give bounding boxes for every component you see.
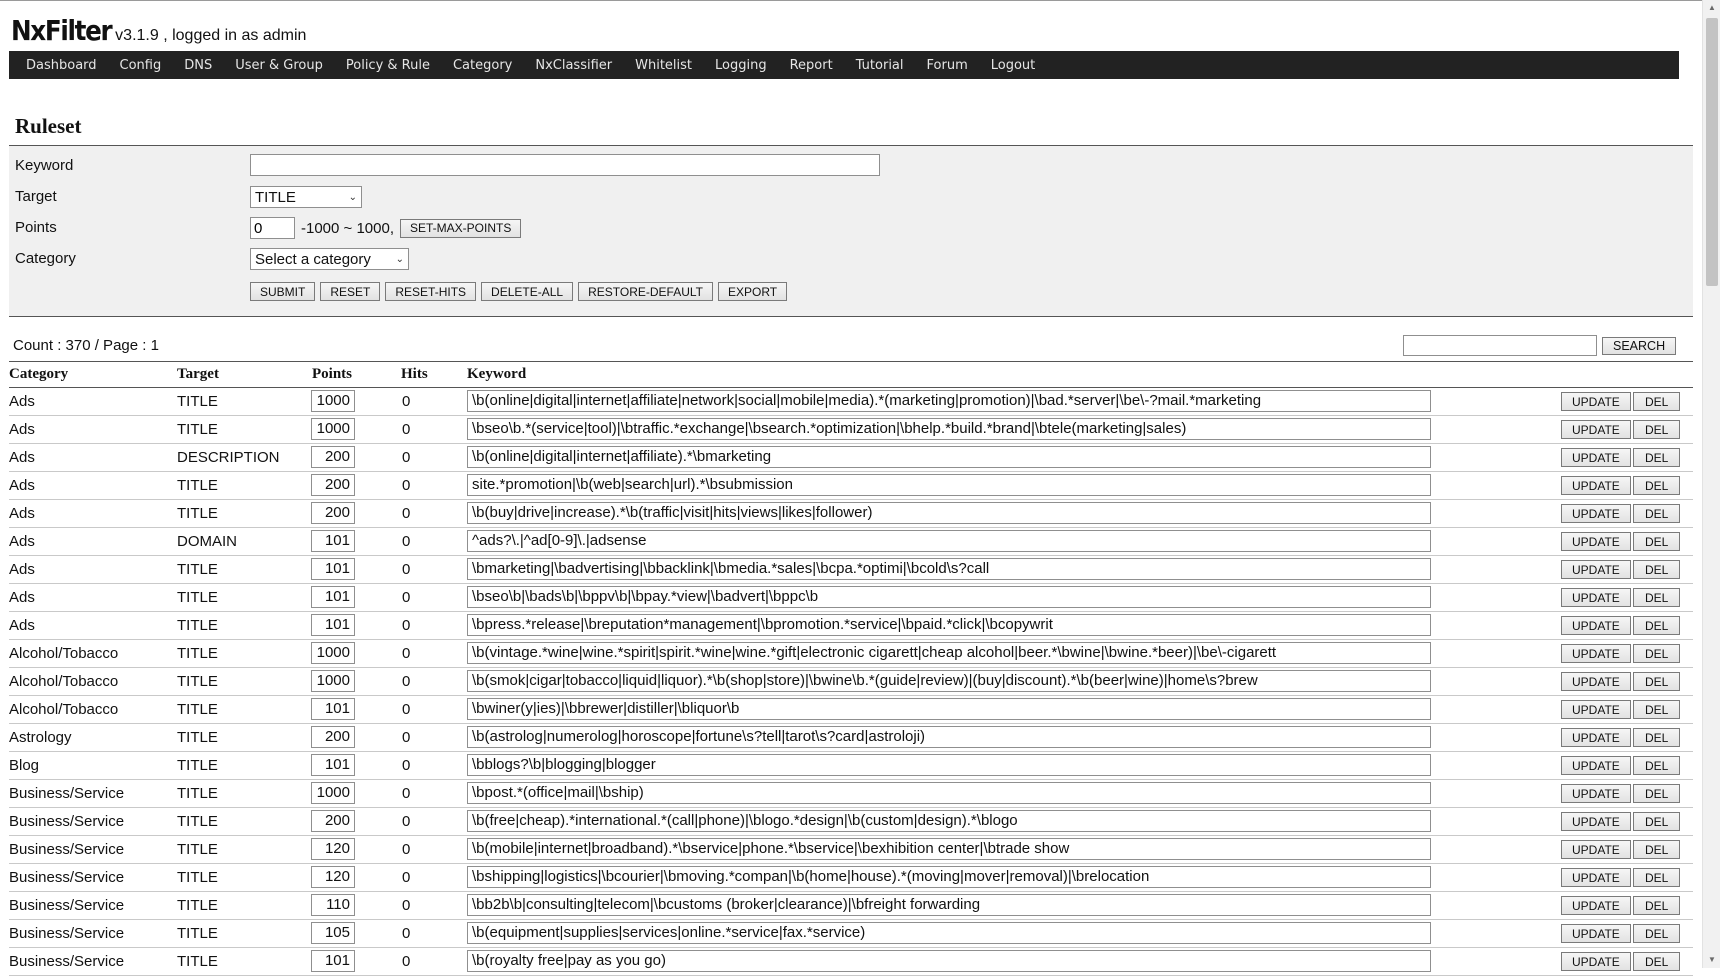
del-button[interactable]: DEL: [1633, 532, 1680, 551]
col-hits: Hits: [401, 366, 428, 382]
row-target: TITLE: [177, 785, 218, 802]
row-hits: 0: [402, 701, 411, 718]
update-button[interactable]: UPDATE: [1561, 644, 1631, 663]
row-hits: 0: [402, 897, 411, 914]
row-category: Business/Service: [9, 925, 125, 942]
delete-all-button[interactable]: DELETE-ALL: [481, 282, 573, 301]
del-button[interactable]: DEL: [1633, 476, 1680, 495]
row-category: Business/Service: [9, 813, 125, 830]
row-keyword-input[interactable]: \b(smok|cigar|tobacco|liquid|liquor).*\b(shop|store)|\bwine\b.*(guide|review)|(buy|discount).*\b(beer|wine)|home\s?brew: [467, 670, 1431, 692]
table-row: [9, 696, 1693, 724]
row-target: TITLE: [177, 393, 218, 410]
nav-category[interactable]: Category: [452, 57, 513, 73]
row-points-input[interactable]: 200: [311, 474, 355, 496]
row-hits: 0: [402, 393, 411, 410]
reset-hits-button[interactable]: RESET-HITS: [385, 282, 476, 301]
row-keyword-input[interactable]: \b(astrolog|numerolog|horoscope|fortune\s?tell|tarot\s?card|astroloji): [467, 726, 1431, 748]
chevron-down-icon: ⌄: [348, 191, 357, 203]
del-button[interactable]: DEL: [1633, 672, 1680, 691]
row-hits: 0: [402, 757, 411, 774]
row-points-input[interactable]: 120: [311, 838, 355, 860]
row-keyword-input[interactable]: \bb2b\b|consulting|telecom|\bcustoms (broker|clearance)|\bfreight forwarding: [467, 894, 1431, 916]
update-button[interactable]: UPDATE: [1561, 952, 1631, 971]
row-category: Ads: [9, 589, 35, 606]
row-target: TITLE: [177, 589, 218, 606]
row-category: Alcohol/Tobacco: [9, 701, 119, 718]
points-range-text: -1000 ~ 1000,: [301, 219, 394, 237]
nav-whitelist[interactable]: Whitelist: [635, 57, 693, 73]
row-category: Blog: [9, 757, 40, 774]
row-keyword-input[interactable]: \b(online|digital|internet|affiliate|network|social|mobile|media).*(marketing|promotion)|\bad.*server|\be\-?mail.*marketing: [467, 390, 1431, 412]
table-row: [9, 864, 1693, 892]
del-button[interactable]: DEL: [1633, 840, 1680, 859]
page-title: Ruleset: [15, 114, 82, 138]
del-button[interactable]: DEL: [1633, 448, 1680, 467]
row-target: TITLE: [177, 505, 218, 522]
row-hits: 0: [402, 533, 411, 550]
submit-button[interactable]: SUBMIT: [250, 282, 315, 301]
row-target: DOMAIN: [177, 533, 237, 550]
del-button[interactable]: DEL: [1633, 784, 1680, 803]
update-button[interactable]: UPDATE: [1561, 588, 1631, 607]
row-points-input[interactable]: 120: [311, 866, 355, 888]
nav-dns[interactable]: DNS: [184, 57, 213, 73]
nav-config[interactable]: Config: [119, 57, 162, 73]
del-button[interactable]: DEL: [1633, 588, 1680, 607]
table-row: [9, 500, 1693, 528]
update-button[interactable]: UPDATE: [1561, 392, 1631, 411]
update-button[interactable]: UPDATE: [1561, 756, 1631, 775]
row-hits: 0: [402, 673, 411, 690]
col-points: Points: [312, 366, 353, 382]
brand-header: [11, 14, 306, 48]
category-select[interactable]: [250, 248, 409, 270]
table-row: [9, 612, 1693, 640]
row-keyword-input[interactable]: \bshipping|logistics|\bcourier|\bmoving.*compan|\b(home|house).*(moving|mover|removal)|\brelocation: [467, 866, 1431, 888]
del-button[interactable]: DEL: [1633, 868, 1680, 887]
row-points-input[interactable]: 101: [311, 586, 355, 608]
search-button[interactable]: SEARCH: [1602, 337, 1676, 355]
version-login-text: v3.1.9 , logged in as admin: [115, 27, 307, 44]
row-hits: 0: [402, 729, 411, 746]
del-button[interactable]: DEL: [1633, 700, 1680, 719]
export-button[interactable]: EXPORT: [718, 282, 787, 301]
search-input[interactable]: [1403, 335, 1597, 356]
update-button[interactable]: UPDATE: [1561, 560, 1631, 579]
row-hits: 0: [402, 953, 411, 970]
category-select-value: Select a category: [255, 250, 371, 268]
count-page-text: Count : 370 / Page : 1: [13, 337, 159, 354]
row-points-input[interactable]: 1000: [311, 390, 355, 412]
row-keyword-input[interactable]: \bseo\b.*(service|tool)|\btraffic.*exchange|\bsearch.*optimization|\bhelp.*build.*brand|\btele(marketing|sales): [467, 418, 1431, 440]
row-target: TITLE: [177, 645, 218, 662]
row-keyword-input[interactable]: \b(royalty free|pay as you go): [467, 950, 1431, 972]
nav-nxclassifier[interactable]: NxClassifier: [535, 57, 613, 73]
nav-tutorial[interactable]: Tutorial: [855, 57, 904, 73]
restore-default-button[interactable]: RESTORE-DEFAULT: [578, 282, 713, 301]
nav-logout[interactable]: Logout: [990, 57, 1036, 73]
target-select-value: TITLE: [255, 188, 296, 206]
row-points-input[interactable]: 101: [311, 614, 355, 636]
row-target: TITLE: [177, 953, 218, 970]
nav-user-group[interactable]: User & Group: [235, 57, 323, 73]
scroll-up-arrow-icon[interactable]: ▲: [1708, 3, 1716, 12]
table-row: [9, 640, 1693, 668]
row-hits: 0: [402, 561, 411, 578]
nav-forum[interactable]: Forum: [926, 57, 968, 73]
row-target: TITLE: [177, 897, 218, 914]
points-input[interactable]: [250, 217, 295, 239]
row-hits: 0: [402, 477, 411, 494]
del-button[interactable]: DEL: [1633, 728, 1680, 747]
scroll-thumb[interactable]: [1706, 18, 1718, 286]
row-category: Business/Service: [9, 841, 125, 858]
nxfilter-logo: NxFilter: [11, 14, 112, 47]
row-points-input[interactable]: 1000: [311, 782, 355, 804]
row-points-input[interactable]: 200: [311, 810, 355, 832]
top-border: [0, 0, 1702, 1]
row-hits: 0: [402, 421, 411, 438]
row-keyword-input[interactable]: \bblogs?\b|blogging|blogger: [467, 754, 1431, 776]
update-button[interactable]: UPDATE: [1561, 840, 1631, 859]
row-category: Ads: [9, 393, 35, 410]
row-target: TITLE: [177, 421, 218, 438]
row-points-input[interactable]: 200: [311, 446, 355, 468]
row-category: Astrology: [9, 729, 72, 746]
update-button[interactable]: UPDATE: [1561, 700, 1631, 719]
table-row: [9, 892, 1693, 920]
col-keyword: Keyword: [467, 366, 527, 382]
table-row: [9, 472, 1693, 500]
row-category: Ads: [9, 533, 35, 550]
keyword-label: Keyword: [15, 157, 74, 174]
col-category: Category: [9, 366, 69, 382]
row-hits: 0: [402, 589, 411, 606]
keyword-input[interactable]: [250, 154, 880, 176]
update-button[interactable]: UPDATE: [1561, 924, 1631, 943]
table-row: [9, 556, 1693, 584]
table-row: [9, 780, 1693, 808]
row-category: Ads: [9, 421, 35, 438]
row-category: Ads: [9, 561, 35, 578]
ruleset-form: [9, 145, 1693, 317]
del-button[interactable]: DEL: [1633, 896, 1680, 915]
row-hits: 0: [402, 617, 411, 634]
row-hits: 0: [402, 925, 411, 942]
row-keyword-input[interactable]: \bpost.*(office|mail|\bship): [467, 782, 1431, 804]
row-target: TITLE: [177, 869, 218, 886]
table-row: [9, 416, 1693, 444]
table-row: [9, 920, 1693, 948]
row-target: TITLE: [177, 617, 218, 634]
del-button[interactable]: DEL: [1633, 952, 1680, 971]
row-target: DESCRIPTION: [177, 449, 280, 466]
row-points-input[interactable]: 110: [311, 894, 355, 916]
category-label: Category: [15, 250, 76, 267]
main-nav: [9, 51, 1679, 79]
update-button[interactable]: UPDATE: [1561, 448, 1631, 467]
nav-logging[interactable]: Logging: [715, 57, 767, 73]
update-button[interactable]: UPDATE: [1561, 896, 1631, 915]
row-keyword-input[interactable]: \b(online|digital|internet|affiliate).*\bmarketing: [467, 446, 1431, 468]
row-points-input[interactable]: 1000: [311, 670, 355, 692]
row-target: TITLE: [177, 673, 218, 690]
scroll-down-arrow-icon[interactable]: ▼: [1708, 955, 1716, 964]
nav-dashboard[interactable]: Dashboard: [26, 57, 97, 73]
row-hits: 0: [402, 505, 411, 522]
row-target: TITLE: [177, 477, 218, 494]
row-keyword-input[interactable]: \bwiner(y|ies)|\bbrewer|distiller|\bliquor\b: [467, 698, 1431, 720]
row-keyword-input[interactable]: \b(equipment|supplies|services|online.*service|fax.*service): [467, 922, 1431, 944]
update-button[interactable]: UPDATE: [1561, 784, 1631, 803]
update-button[interactable]: UPDATE: [1561, 868, 1631, 887]
row-points-input[interactable]: 101: [311, 558, 355, 580]
row-hits: 0: [402, 645, 411, 662]
row-keyword-input[interactable]: \bseo\b|\bads\b|\bppv\b|\bpay.*view|\badvert|\bppc\b: [467, 586, 1431, 608]
update-button[interactable]: UPDATE: [1561, 420, 1631, 439]
row-keyword-input[interactable]: site.*promotion|\b(web|search|url).*\bsubmission: [467, 474, 1431, 496]
update-button[interactable]: UPDATE: [1561, 616, 1631, 635]
row-target: TITLE: [177, 813, 218, 830]
table-body: [9, 388, 1693, 976]
row-points-input[interactable]: 101: [311, 530, 355, 552]
row-hits: 0: [402, 813, 411, 830]
row-keyword-input[interactable]: ^ads?\.|^ad[0-9]\.|adsense: [467, 530, 1431, 552]
row-category: Business/Service: [9, 785, 125, 802]
table-row: [9, 668, 1693, 696]
row-keyword-input[interactable]: \b(vintage.*wine|wine.*spirit|spirit.*wine|wine.*gift|electronic cigarett|cheap alcohol|beer.*\bwine|\bwine.*beer)|\be\-cigarett: [467, 642, 1431, 664]
table-header: [9, 363, 1693, 388]
row-points-input[interactable]: 101: [311, 698, 355, 720]
row-points-input[interactable]: 200: [311, 502, 355, 524]
update-button[interactable]: UPDATE: [1561, 812, 1631, 831]
chevron-down-icon: ⌄: [395, 253, 404, 265]
row-points-input[interactable]: 105: [311, 922, 355, 944]
row-hits: 0: [402, 841, 411, 858]
row-category: Alcohol/Tobacco: [9, 645, 119, 662]
row-hits: 0: [402, 449, 411, 466]
update-button[interactable]: UPDATE: [1561, 532, 1631, 551]
row-target: TITLE: [177, 729, 218, 746]
row-points-input[interactable]: 1000: [311, 642, 355, 664]
row-category: Business/Service: [9, 869, 125, 886]
del-button[interactable]: DEL: [1633, 560, 1680, 579]
row-hits: 0: [402, 869, 411, 886]
table-row: [9, 444, 1693, 472]
row-category: Ads: [9, 477, 35, 494]
col-target: Target: [177, 366, 219, 382]
row-category: Ads: [9, 505, 35, 522]
row-target: TITLE: [177, 757, 218, 774]
del-button[interactable]: DEL: [1633, 616, 1680, 635]
row-category: Alcohol/Tobacco: [9, 673, 119, 690]
table-row: [9, 528, 1693, 556]
row-category: Ads: [9, 617, 35, 634]
row-target: TITLE: [177, 925, 218, 942]
points-label: Points: [15, 219, 57, 236]
del-button[interactable]: DEL: [1633, 756, 1680, 775]
update-button[interactable]: UPDATE: [1561, 728, 1631, 747]
row-points-input[interactable]: 101: [311, 754, 355, 776]
table-row: [9, 584, 1693, 612]
row-target: TITLE: [177, 701, 218, 718]
row-keyword-input[interactable]: \b(buy|drive|increase).*\b(traffic|visit|hits|views|likes|follower): [467, 502, 1431, 524]
table-row: [9, 808, 1693, 836]
row-points-input[interactable]: 101: [311, 950, 355, 972]
update-button[interactable]: UPDATE: [1561, 504, 1631, 523]
row-keyword-input[interactable]: \b(mobile|internet|broadband).*\bservice|phone.*\bservice|\bexhibition center|\btrade show: [467, 838, 1431, 860]
table-row: [9, 836, 1693, 864]
table-row: [9, 948, 1693, 976]
nav-policy-rule[interactable]: Policy & Rule: [345, 57, 430, 73]
target-label: Target: [15, 188, 57, 205]
row-points-input[interactable]: 200: [311, 726, 355, 748]
table-row: [9, 724, 1693, 752]
row-keyword-input[interactable]: \bmarketing|\badvertising|\bbacklink|\bmedia.*sales|\bcpa.*optimi|\bcold\s?call: [467, 558, 1431, 580]
row-points-input[interactable]: 1000: [311, 418, 355, 440]
del-button[interactable]: DEL: [1633, 392, 1680, 411]
row-hits: 0: [402, 785, 411, 802]
row-keyword-input[interactable]: \b(free|cheap).*international.*(call|phone)|\blogo.*design|\b(custom|design).*\blogo: [467, 810, 1431, 832]
del-button[interactable]: DEL: [1633, 644, 1680, 663]
del-button[interactable]: DEL: [1633, 504, 1680, 523]
target-select[interactable]: [250, 186, 362, 208]
update-button[interactable]: UPDATE: [1561, 476, 1631, 495]
nav-report[interactable]: Report: [789, 57, 833, 73]
row-category: Ads: [9, 449, 35, 466]
table-row: [9, 752, 1693, 780]
row-keyword-input[interactable]: \bpress.*release|\breputation*management|\bpromotion.*service|\bpaid.*click|\bcopywrit: [467, 614, 1431, 636]
reset-button[interactable]: RESET: [320, 282, 380, 301]
ruleset-table: [9, 363, 1693, 976]
scrollbar[interactable]: [1702, 0, 1720, 968]
row-target: TITLE: [177, 561, 218, 578]
row-category: Business/Service: [9, 897, 125, 914]
set-max-points-button[interactable]: SET-MAX-POINTS: [400, 219, 521, 238]
table-row: [9, 388, 1693, 416]
row-category: Business/Service: [9, 953, 125, 970]
del-button[interactable]: DEL: [1633, 812, 1680, 831]
update-button[interactable]: UPDATE: [1561, 672, 1631, 691]
del-button[interactable]: DEL: [1633, 924, 1680, 943]
row-target: TITLE: [177, 841, 218, 858]
divider: [9, 361, 1693, 362]
del-button[interactable]: DEL: [1633, 420, 1680, 439]
